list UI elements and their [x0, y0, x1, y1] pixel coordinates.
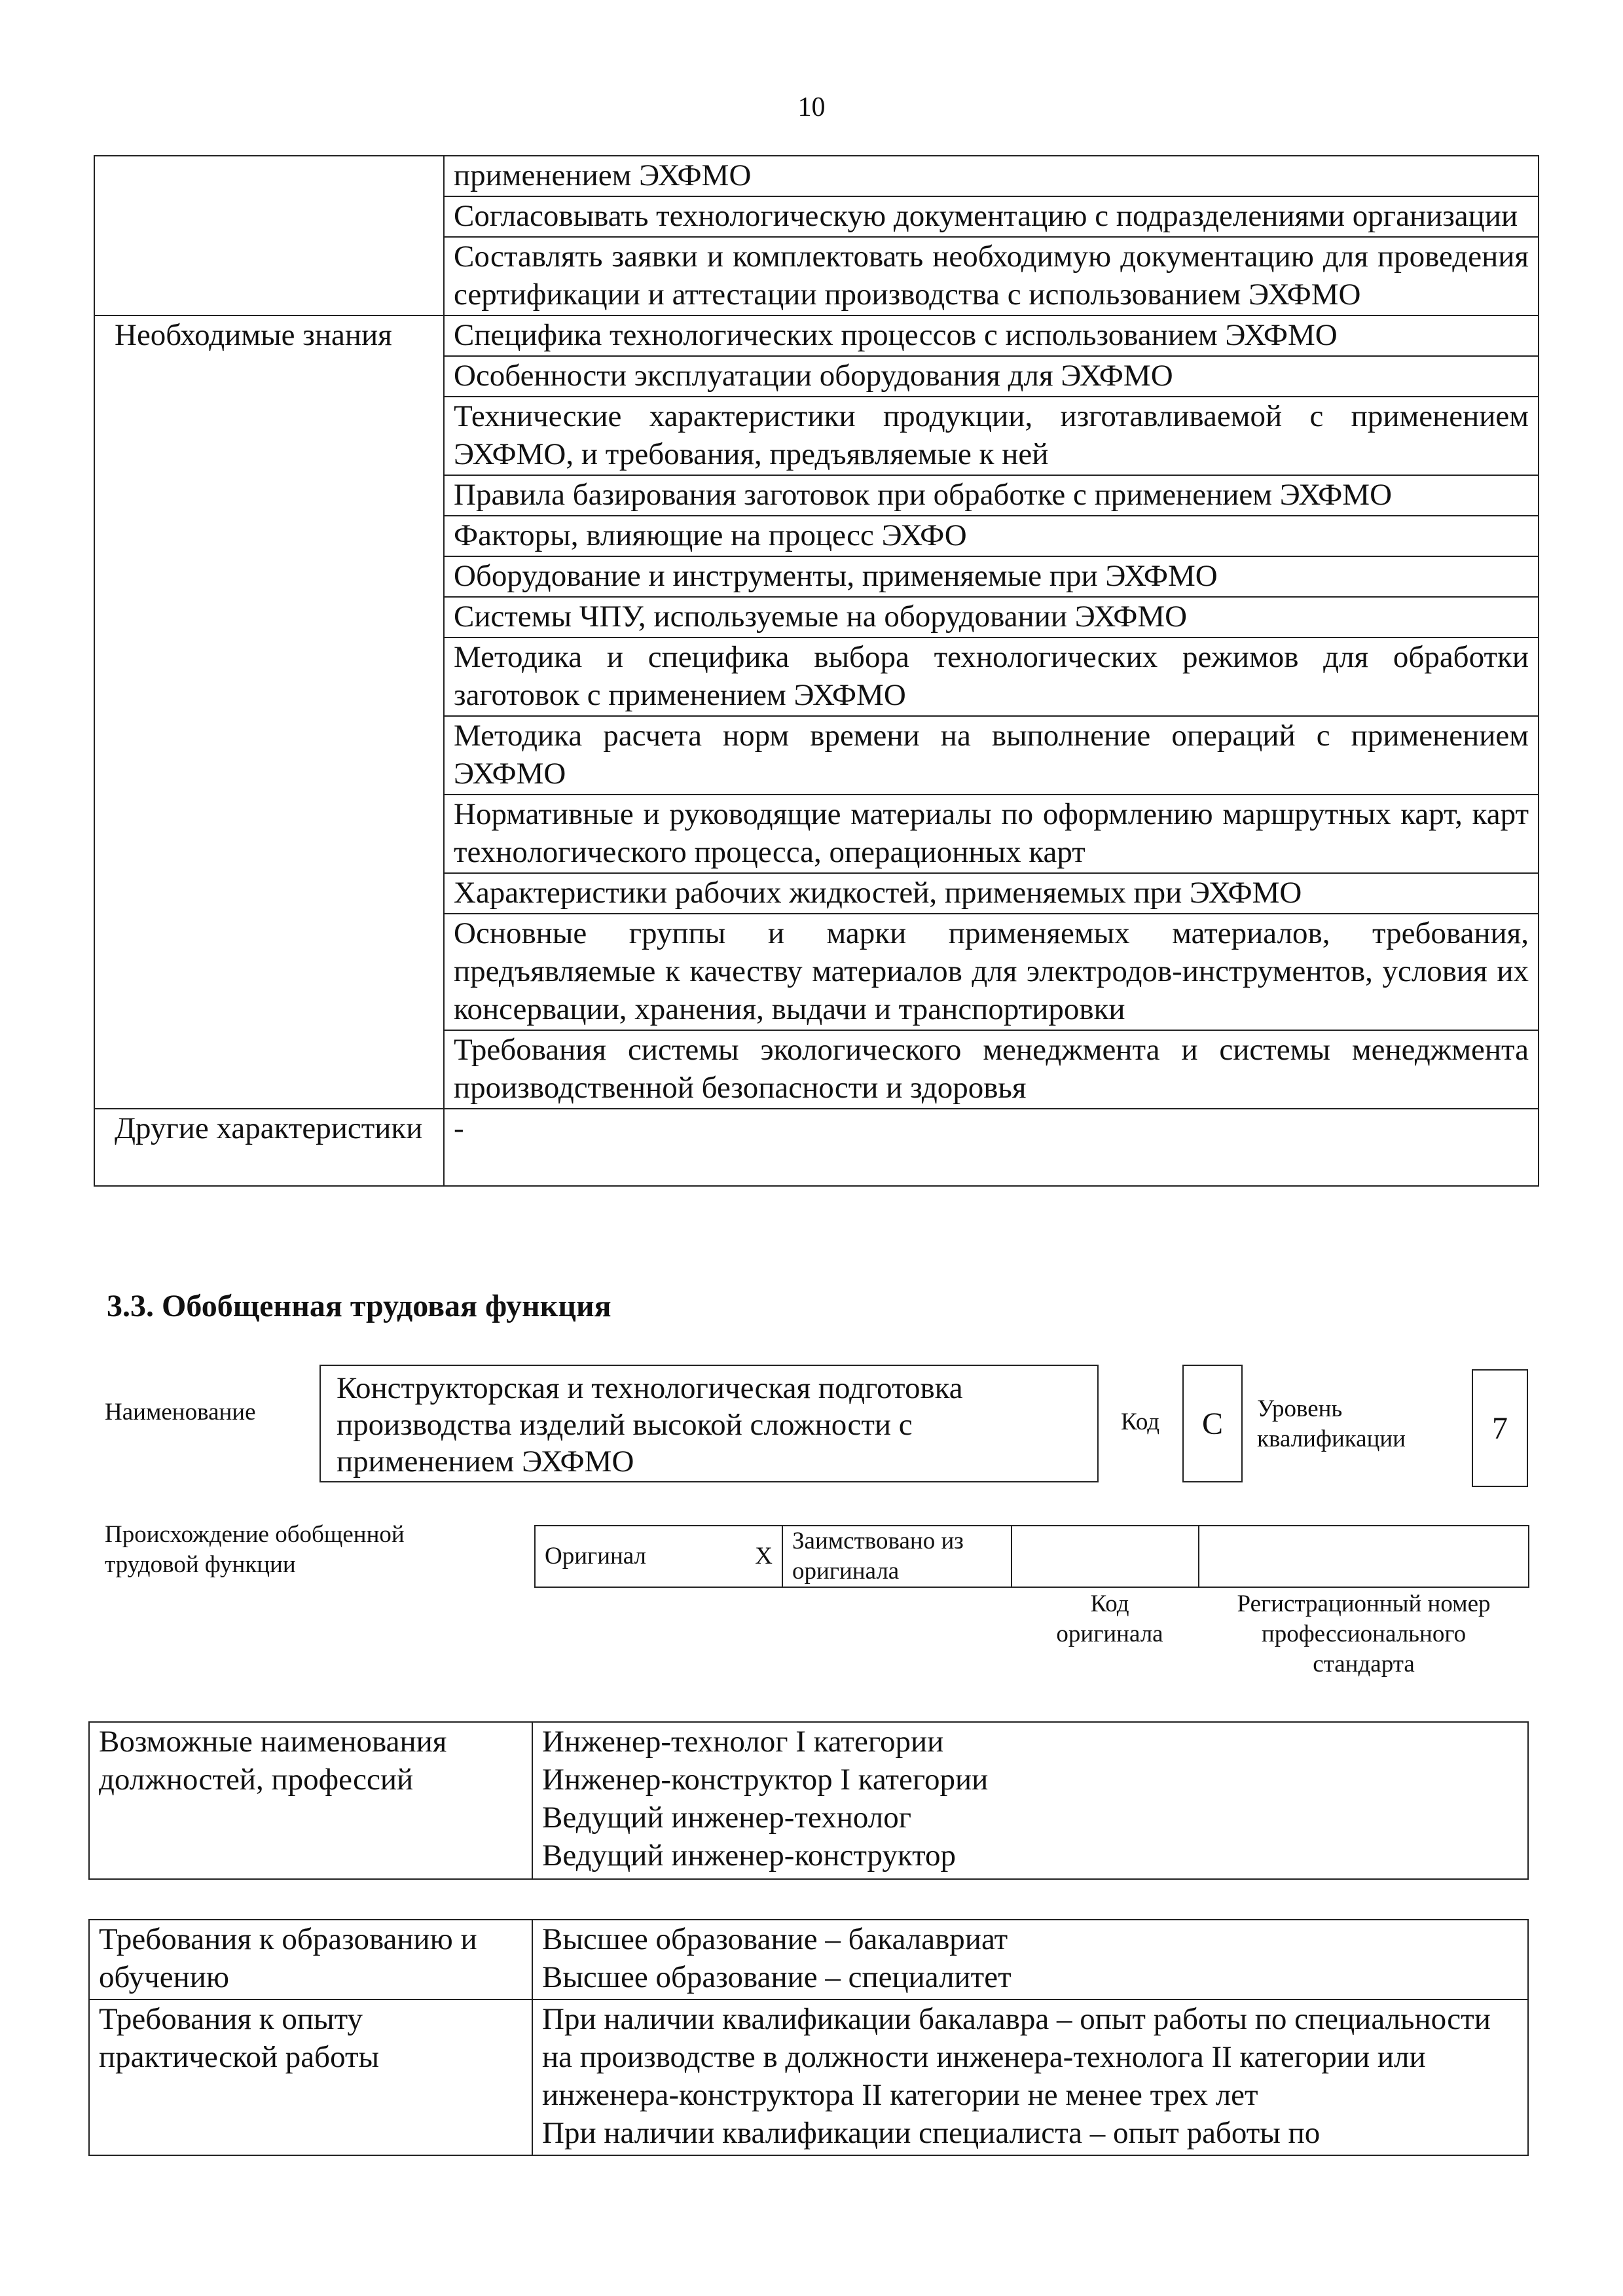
empty-label-cell — [94, 156, 444, 315]
position-item: Ведущий инженер-технолог — [542, 1801, 911, 1835]
education-label: Требования к образованию и обучению — [89, 1920, 532, 2000]
knowledge-row: Основные группы и марки применяемых материалов, требования, предъявляемые к качеству материалов для электродов-инструментов, условия их консервации, хранения, выдачи и транспортировки — [444, 914, 1539, 1030]
origin-label: Происхождение обобщенной трудовой функции — [105, 1521, 405, 1578]
education-list — [532, 1920, 1528, 2000]
level-label: Уровень квалификации — [1257, 1395, 1406, 1452]
reg-number-cell — [1199, 1526, 1529, 1587]
education-item: Высшее образование – специалитет — [542, 1960, 1012, 1994]
knowledge-row: Факторы, влияющие на процесс ЭХФО — [444, 516, 1539, 556]
knowledge-row: Требования системы экологического менеджмента и системы менеджмента производственной безопасности и здоровья — [444, 1030, 1539, 1109]
other-value: - — [444, 1109, 1539, 1186]
code-label: Код — [1121, 1408, 1160, 1435]
knowledge-row: Методика и специфика выбора технологических режимов для обработки заготовок с применением ЭХФМО — [444, 637, 1539, 716]
position-item: Инженер-технолог I категории — [542, 1725, 944, 1759]
skill-row: применением ЭХФМО — [444, 156, 1539, 196]
other-label: Другие характеристики — [94, 1109, 444, 1186]
origin-table — [534, 1525, 1529, 1588]
original-label: Оригинал — [535, 1526, 724, 1587]
knowledge-row: Методика расчета норм времени на выполнение операций с применением ЭХФМО — [444, 716, 1539, 795]
experience-item: При наличии квалификации бакалавра – опыт работы по специальности на производстве в должности инженера-технолога II категории или инженера-конструктора II категории не менее трех лет — [542, 2002, 1491, 2112]
requirements-table — [88, 1919, 1529, 2156]
skill-row: Согласовывать технологическую документацию с подразделениями организации — [444, 196, 1539, 237]
positions-table — [88, 1721, 1529, 1880]
section-title: 3.3. Обобщенная трудовая функция — [107, 1289, 611, 1323]
education-item: Высшее образование – бакалавриат — [542, 1922, 1008, 1956]
positions-list — [532, 1722, 1528, 1879]
experience-label: Требования к опыту практической работы — [89, 2000, 532, 2155]
knowledge-table — [94, 155, 1539, 1187]
knowledge-row: Характеристики рабочих жидкостей, применяемых при ЭХФМО — [444, 873, 1539, 914]
original-code-cell — [1012, 1526, 1199, 1587]
reg-caption: Регистрационный номер профессионального стандарта — [1237, 1590, 1491, 1677]
experience-item: При наличии квалификации специалиста – опыт работы по — [542, 2116, 1321, 2150]
knowledge-label: Необходимые знания — [94, 315, 444, 1109]
borrowed-label: Заимствовано из оригинала — [782, 1526, 1012, 1587]
code-value-box: С — [1182, 1365, 1243, 1482]
code-caption: Код оригинала — [1056, 1590, 1163, 1647]
knowledge-row: Технические характеристики продукции, изготавливаемой с применением ЭХФМО, и требования, предъявляемые к ней — [444, 397, 1539, 475]
position-item: Инженер-конструктор I категории — [542, 1763, 989, 1797]
knowledge-row: Правила базирования заготовок при обработке с применением ЭХФМО — [444, 475, 1539, 516]
name-label: Наименование — [105, 1399, 256, 1426]
function-name-box: Конструкторская и технологическая подготовка производства изделий высокой сложности с применением ЭХФМО — [319, 1365, 1099, 1482]
knowledge-row: Нормативные и руководящие материалы по оформлению маршрутных карт, карт технологического процесса, операционных карт — [444, 795, 1539, 873]
knowledge-row: Особенности эксплуатации оборудования для ЭХФМО — [444, 356, 1539, 397]
knowledge-row: Оборудование и инструменты, применяемые при ЭХФМО — [444, 556, 1539, 597]
level-value-box: 7 — [1472, 1369, 1528, 1487]
experience-list — [532, 2000, 1528, 2155]
knowledge-row: Системы ЧПУ, используемые на оборудовании ЭХФМО — [444, 597, 1539, 637]
skill-row: Составлять заявки и комплектовать необходимую документацию для проведения сертификации и аттестации производства с использованием ЭХФМО — [444, 237, 1539, 315]
original-mark: X — [724, 1526, 782, 1587]
knowledge-row: Специфика технологических процессов с использованием ЭХФМО — [444, 315, 1539, 356]
positions-label: Возможные наименования должностей, профессий — [89, 1722, 532, 1879]
position-item: Ведущий инженер-конструктор — [542, 1839, 957, 1873]
page-number: 10 — [797, 92, 826, 122]
